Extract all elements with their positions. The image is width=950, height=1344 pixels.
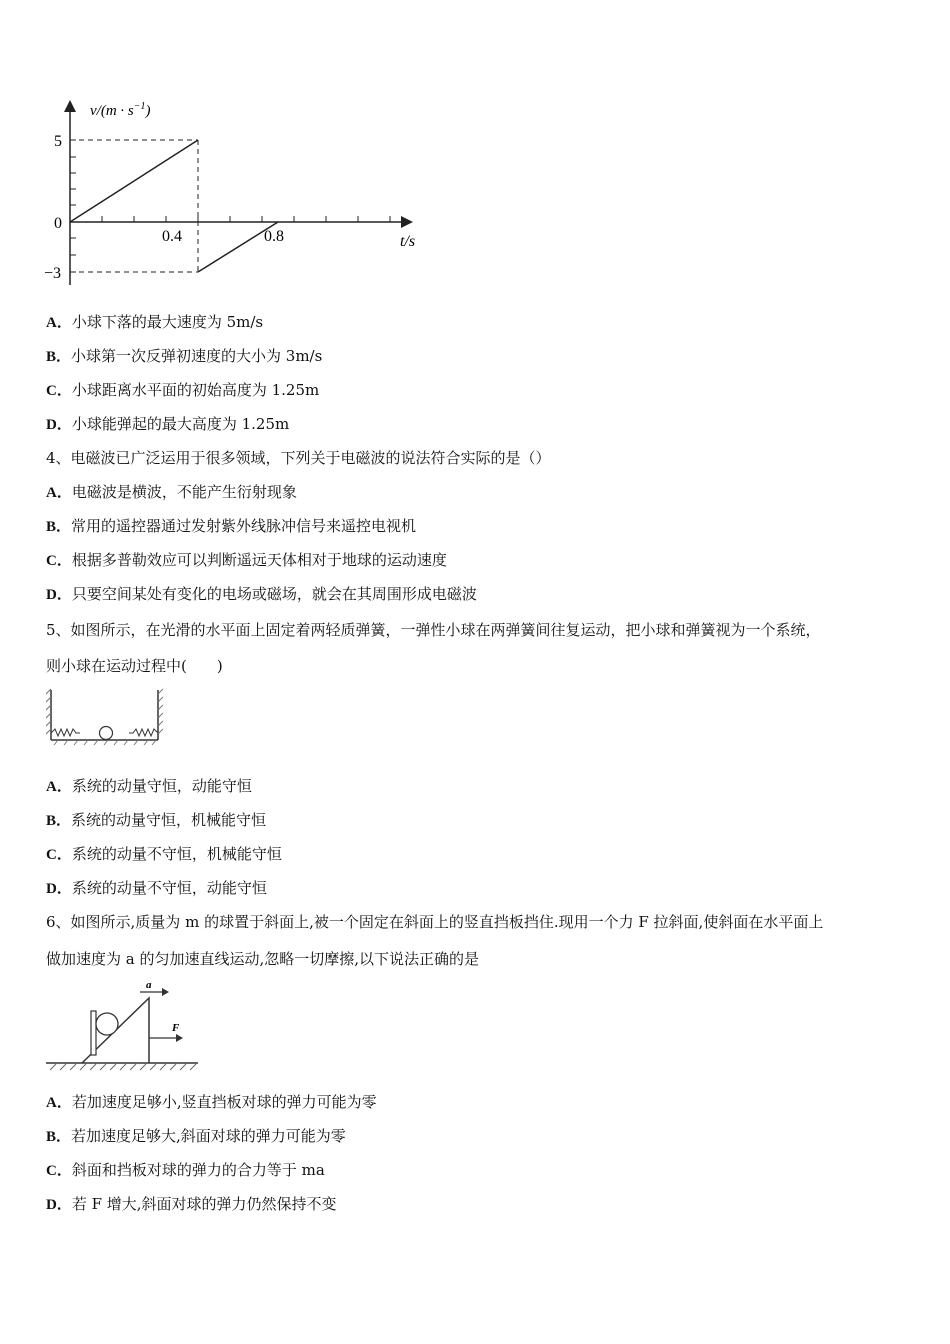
q6-option-a: A．若加速度足够小,竖直挡板对球的弹力可能为零 [46, 1093, 377, 1111]
q4-option-b: B．常用的遥控器通过发射紫外线脉冲信号来遥控电视机 [46, 517, 417, 535]
fall-segment [70, 140, 198, 222]
ball [100, 727, 113, 740]
q6-option-b: B．若加速度足够大,斜面对球的弹力可能为零 [46, 1127, 346, 1145]
q4-option-d: D．只要空间某处有变化的电场或磁场，就会在其周围形成电磁波 [46, 585, 477, 603]
acceleration-label: a [146, 979, 152, 991]
q5-stem-line1: 5、如图所示，在光滑的水平面上固定着两轻质弹簧，一弹性小球在两弹簧间往复运动，把小球和弹簧视为一个系统， [46, 621, 821, 639]
q5-option-a: A．系统的动量守恒，动能守恒 [46, 777, 252, 795]
y-axis-label: $v/(m \cdot s^{-1})$ [90, 101, 151, 119]
q6-stem-line2: 做加速度为 a 的匀加速直线运动,忽略一切摩擦,以下说法正确的是 [46, 950, 480, 968]
ball-on-incline [96, 1013, 118, 1035]
force-label: F [172, 1022, 180, 1034]
spring-ball-figure [46, 688, 164, 746]
incline-figure [46, 978, 201, 1073]
left-spring [51, 729, 80, 736]
q4-option-a: A．电磁波是横波，不能产生衍射现象 [46, 483, 297, 501]
q3-option-a: A．小球下落的最大速度为 5m/s [46, 313, 264, 331]
tick-label-0: 0 [54, 215, 62, 232]
q5-option-d: D．系统的动量不守恒，动能守恒 [46, 879, 267, 897]
q3-option-d: D．小球能弹起的最大高度为 1.25m [46, 415, 290, 433]
q3-option-b: B．小球第一次反弹初速度的大小为 3m/s [46, 347, 323, 365]
velocity-time-graph [40, 95, 440, 295]
tick-label-0.4: 0.4 [162, 228, 182, 245]
q6-stem-line1: 6、如图所示,质量为 m 的球置于斜面上,被一个固定在斜面上的竖直挡板挡住.现用一个力 F 拉斜面,使斜面在水平面上 [46, 913, 824, 931]
tick-label-0.8: 0.8 [264, 228, 284, 245]
baffle [91, 1011, 96, 1055]
q6-option-c: C．斜面和挡板对球的弹力的合力等于 ma [46, 1161, 325, 1179]
q3-option-c: C．小球距离水平面的初始高度为 1.25m [46, 381, 320, 399]
tick-label-neg3: −3 [44, 265, 62, 282]
right-spring [129, 729, 158, 736]
q5-option-c: C．系统的动量不守恒，机械能守恒 [46, 845, 282, 863]
tick-label-5: 5 [54, 133, 62, 150]
q4-stem: 4、电磁波已广泛运用于很多领域，下列关于电磁波的说法符合实际的是（） [46, 449, 551, 467]
q5-option-b: B．系统的动量守恒，机械能守恒 [46, 811, 267, 829]
q4-option-c: C．根据多普勒效应可以判断遥远天体相对于地球的运动速度 [46, 551, 447, 569]
q6-option-d: D．若 F 增大,斜面对球的弹力仍然保持不变 [46, 1195, 337, 1213]
q5-stem-line2: 则小球在运动过程中( ) [46, 657, 223, 675]
x-axis-label: t/s [400, 233, 416, 250]
